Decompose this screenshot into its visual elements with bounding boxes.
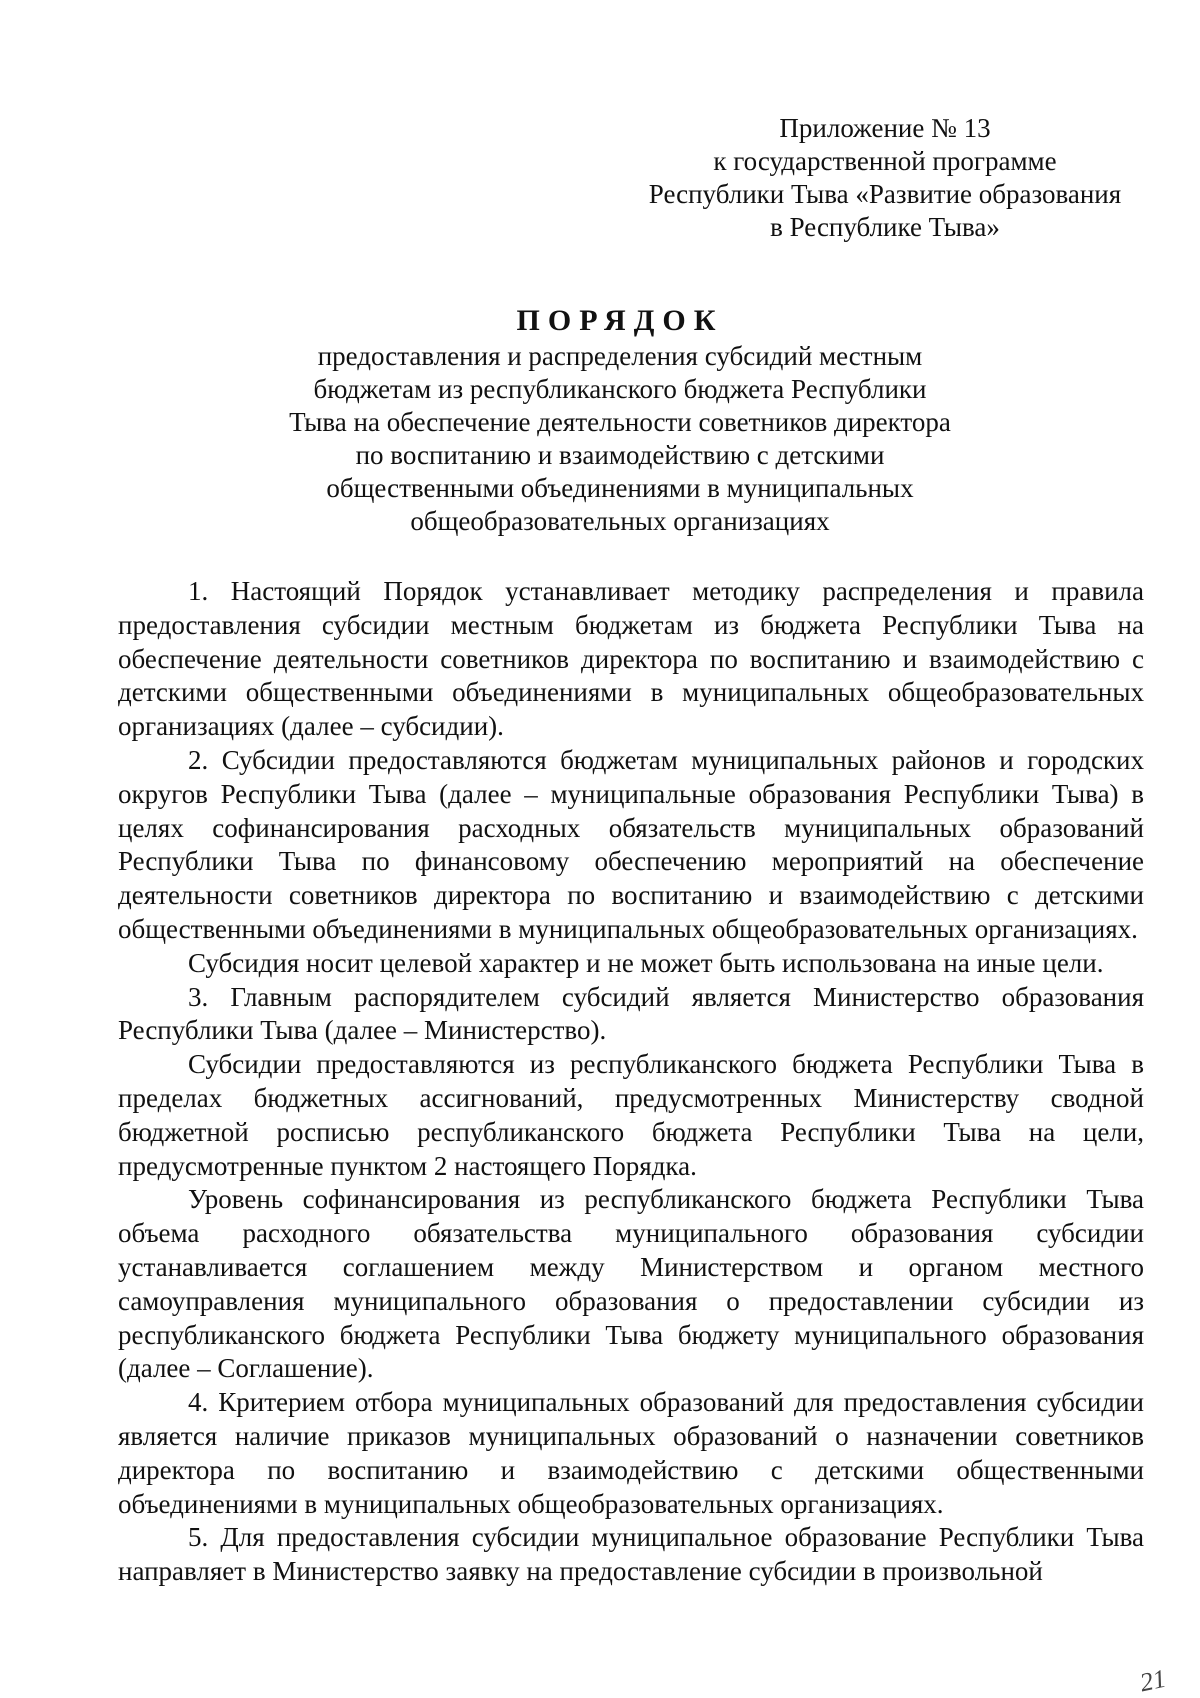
document-body	[118, 575, 1144, 1589]
paragraph-5: Субсидии предоставляются из республиканского бюджета Республики Тыва в пределах бюджетных ассигнований, предусмотренных Министерству сводной бюджетной росписью республиканского бюджета Республики Тыва на цели, предусмотренные пунктом 2 настоящего Порядка.	[118, 1049, 1144, 1181]
document-subtitle	[160, 340, 1080, 538]
paragraph-8: 5. Для предоставления субсидии муниципальное образование Республики Тыва направляет в Министерство заявку на предоставление субсидии в произвольной	[118, 1522, 1144, 1587]
appendix-line-2: к государственной программе	[713, 146, 1057, 176]
paragraph-7: 4. Критерием отбора муниципальных образований для предоставления субсидии является наличие приказов муниципальных образований о назначении советников директора по воспитанию и взаимодействию с детскими общественными объединениями в муниципальных общеобразовательных организациях.	[118, 1387, 1144, 1519]
subtitle-line-3: Тыва на обеспечение деятельности советников директора	[289, 407, 951, 437]
subtitle-line-6: общеобразовательных организациях	[410, 506, 830, 536]
appendix-line-3: Республики Тыва «Развитие образования	[648, 179, 1122, 209]
appendix-line-4: в Республике Тыва»	[770, 212, 1000, 242]
page-corner-mark: 21	[1137, 1663, 1169, 1698]
paragraph-6: Уровень софинансирования из республиканского бюджета Республики Тыва объема расходного обязательства муниципального образования субсидии устанавливается соглашением между Министерством и органом местного самоуправления муниципального образования о предоставлении субсидии из республиканского бюджета Республики Тыва бюджету муниципального образования (далее – Соглашение).	[118, 1184, 1144, 1384]
paragraph-1: 1. Настоящий Порядок устанавливает методику распределения и правила предоставления субсидии местным бюджетам из бюджета Республики Тыва на обеспечение деятельности советников директора по воспитанию и взаимодействию с детскими общественными объединениями в муниципальных общеобразовательных организациях (далее – субсидии).	[118, 576, 1144, 742]
paragraph-4: 3. Главным распорядителем субсидий является Министерство образования Республики Тыва (далее – Министерство).	[118, 981, 1144, 1046]
paragraph-3: Субсидия носит целевой характер и не может быть использована на иные цели.	[188, 947, 1104, 978]
document-title: ПОРЯДОК	[516, 304, 724, 337]
paragraph-2: 2. Субсидии предоставляются бюджетам муниципальных районов и городских округов Республики Тыва (далее – муниципальные образования Республики Тыва) в целях софинансирования расходных обязательств муниципальных образований Республики Тыва по финансовому обеспечению мероприятий на обеспечение деятельности советников директора по воспитанию и взаимодействию с детскими общественными объединениями в муниципальных общеобразовательных организациях.	[118, 744, 1144, 944]
subtitle-line-5: общественными объединениями в муниципальных	[326, 473, 914, 503]
subtitle-line-1: предоставления и распределения субсидий местным	[317, 341, 923, 371]
appendix-header	[620, 112, 1150, 244]
subtitle-line-4: по воспитанию и взаимодействию с детскими	[355, 440, 885, 470]
subtitle-line-2: бюджетам из республиканского бюджета Республики	[313, 374, 927, 404]
appendix-line-1: Приложение № 13	[779, 113, 991, 143]
